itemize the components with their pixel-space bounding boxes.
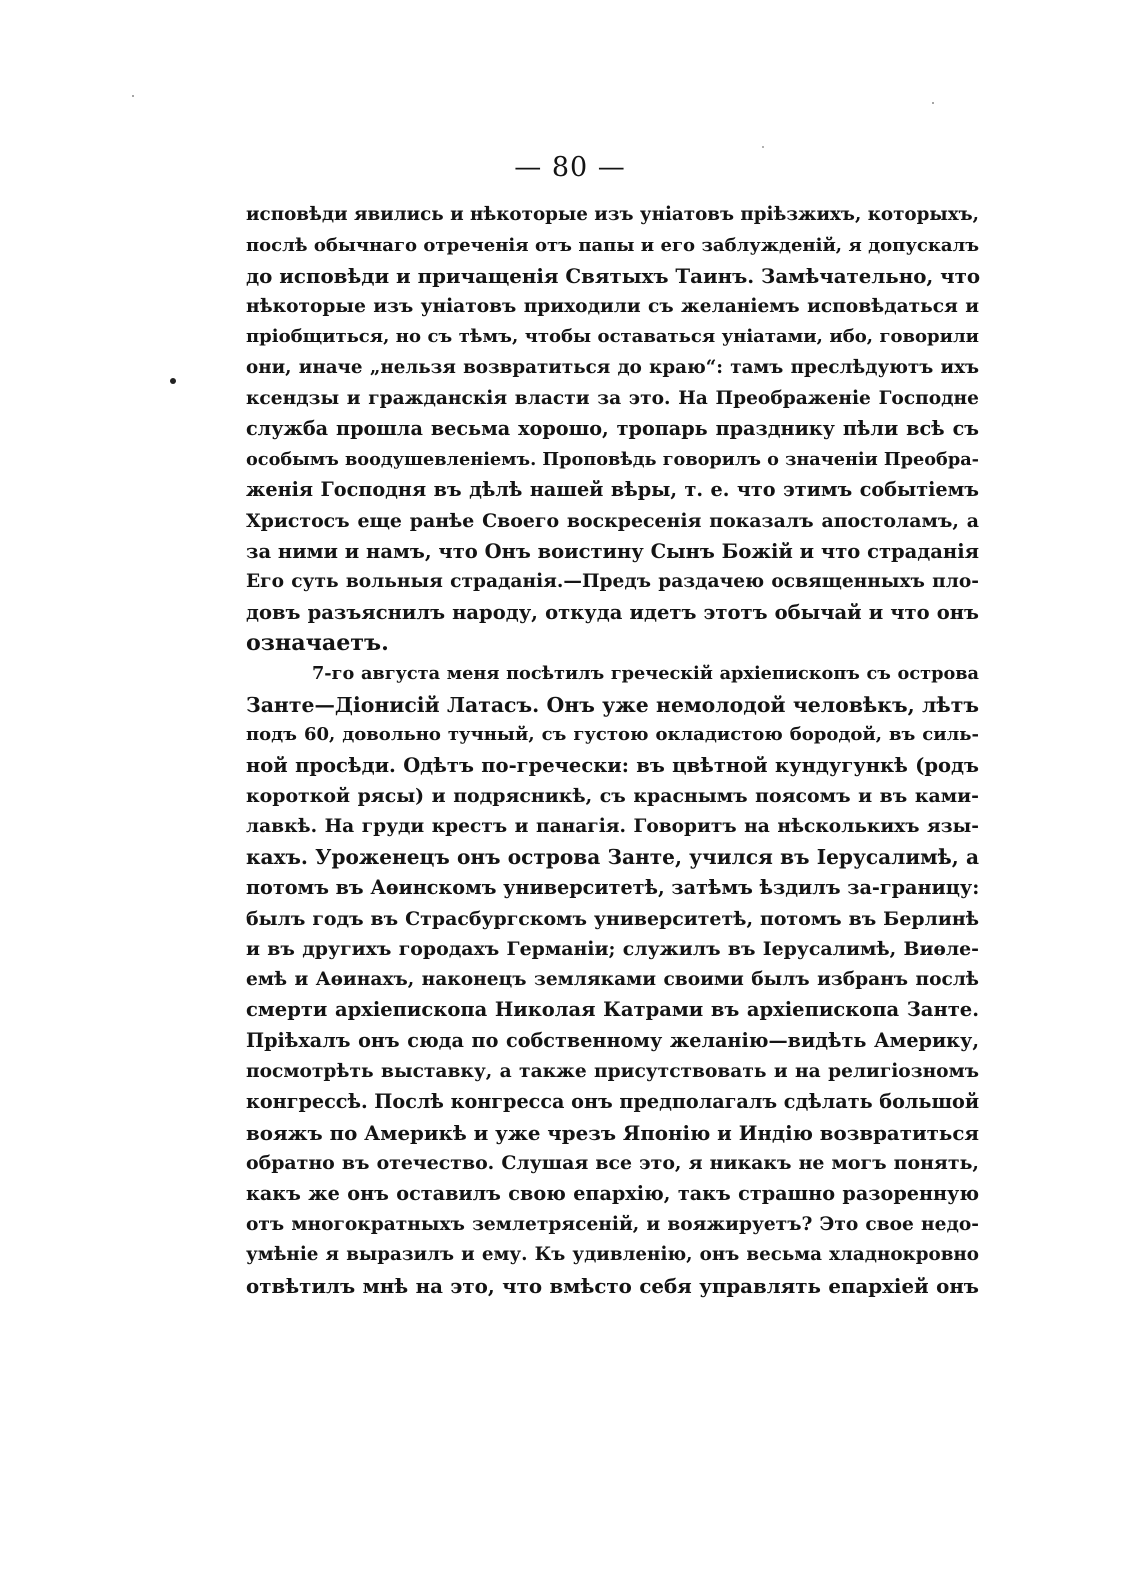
text-line: конгрессѣ. Послѣ конгресса онъ предполагалъ сдѣлать большой <box>246 1090 980 1114</box>
text-line: Его суть вольныя страданія.—Предъ раздачею освященныхъ пло- <box>246 571 979 593</box>
text-line: женія Господня въ дѣлѣ нашей вѣры, т. е. что этимъ событіемъ <box>246 478 979 502</box>
text-line: 7-го августа меня посѣтилъ греческій архіепископъ съ острова <box>312 662 979 684</box>
text-block <box>246 200 979 1301</box>
speck-top-mid <box>762 146 764 148</box>
text-line: потомъ въ Аѳинскомъ университетѣ, затѣмъ ѣздилъ за-границу: <box>246 876 980 900</box>
text-line: отъ многократныхъ землетрясеній, и вояжируетъ? Это свое недо- <box>246 1213 979 1235</box>
text-line: нѣкоторые изъ уніатовъ приходили съ желаніемъ исповѣдаться и <box>246 295 979 317</box>
text-line: послѣ обычнаго отреченія отъ папы и его заблужденій, я допускалъ <box>246 234 979 256</box>
speck-top-left <box>132 95 134 97</box>
speck-left <box>170 378 176 384</box>
text-line: ной просѣди. Одѣтъ по-гречески: въ цвѣтной кундугункѣ (родъ <box>246 753 979 777</box>
text-line: Пріѣхалъ онъ сюда по собственному желанію—видѣть Америку, <box>246 1029 979 1053</box>
text-line: умѣніе я выразилъ и ему. Къ удивленію, онъ весьма хладнокровно <box>246 1244 979 1266</box>
text-line: Христосъ еще ранѣе Своего воскресенія показалъ апостоламъ, а <box>246 509 979 532</box>
text-line: за ними и намъ, что Онъ воистину Сынъ Божій и что страданія <box>246 539 980 563</box>
text-line: лавкѣ. На груди крестъ и панагія. Говоритъ на нѣсколькихъ язы- <box>246 815 979 837</box>
text-line: исповѣди явились и нѣкоторые изъ уніатовъ пріѣзжихъ, которыхъ, <box>246 204 979 225</box>
text-line: посмотрѣть выставку, а также присутствовать и на религіозномъ <box>246 1060 979 1082</box>
text-line: довъ разъяснилъ народу, откуда идетъ этотъ обычай и что онъ <box>246 600 979 624</box>
text-line: служба прошла весьма хорошо, тропарь празднику пѣли всѣ съ <box>246 417 979 441</box>
text-line: отвѣтилъ мнѣ на это, что вмѣсто себя управлять епархіей онъ <box>246 1273 979 1298</box>
text-line: емѣ и Аѳинахъ, наконецъ земляками своими былъ избранъ послѣ <box>246 968 979 990</box>
text-line: Занте—Діонисій Латасъ. Онъ уже немолодой человѣкъ, лѣтъ <box>246 692 979 717</box>
text-line: до исповѣди и причащенія Святыхъ Таинъ. Замѣчательно, что <box>246 264 981 289</box>
text-line: смерти архіепископа Николая Катрами въ архіепископа Занте. <box>246 998 979 1022</box>
text-line: особымъ воодушевленіемъ. Проповѣдь говорилъ о значеніи Преобра- <box>246 448 979 470</box>
text-line: подъ 60, довольно тучный, съ густою окладистою бородой, въ силь- <box>246 724 979 746</box>
text-line: ксендзы и гражданскія власти за это. На Преображеніе Господне <box>246 387 979 409</box>
paragraph <box>246 659 979 1301</box>
text-line: пріобщиться, но съ тѣмъ, чтобы оставаться уніатами, ибо, говорили <box>246 326 979 348</box>
paragraph <box>246 200 979 659</box>
text-line: и въ другихъ городахъ Германіи; служилъ въ Іерусалимѣ, Виѳле- <box>246 938 979 961</box>
text-line: короткой рясы) и подрясникѣ, съ краснымъ поясомъ и въ ками- <box>246 785 979 808</box>
text-line: кахъ. Уроженецъ онъ острова Занте, учился въ Іерусалимѣ, а <box>246 845 979 870</box>
text-line: какъ же онъ оставилъ свою епархію, такъ страшно разоренную <box>246 1182 979 1205</box>
text-line: обратно въ отечество. Слушая все это, я никакъ не могъ понять, <box>246 1152 979 1175</box>
text-line: былъ годъ въ Страсбургскомъ университетѣ, потомъ въ Берлинѣ <box>246 907 979 930</box>
text-line: вояжъ по Америкѣ и уже чрезъ Японію и Индію возвратиться <box>246 1120 979 1145</box>
text-line: означаетъ. <box>246 630 389 657</box>
speck-top-right <box>932 102 934 104</box>
page-number: — 80 — <box>514 152 626 183</box>
text-line: они, иначе „нельзя возвратиться до краю“: тамъ преслѣдуютъ ихъ <box>246 356 979 378</box>
